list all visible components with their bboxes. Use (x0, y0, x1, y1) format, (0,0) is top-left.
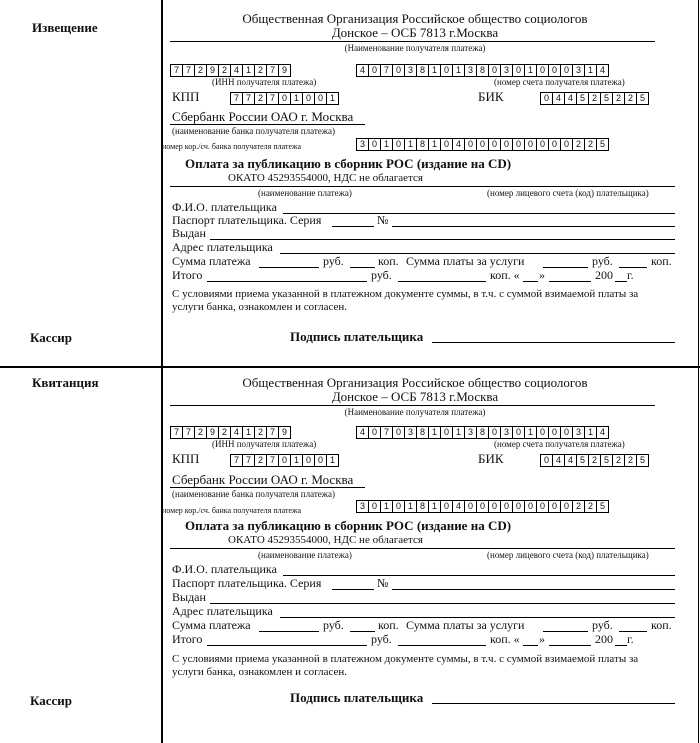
bik-label: БИК (478, 451, 504, 466)
signature-label: Подпись плательщика (290, 329, 424, 344)
total-kop-field[interactable] (398, 645, 486, 646)
total-kop-label: коп. « (490, 632, 520, 646)
corr-caption: номер кор./сч. банка получателя платежа (162, 142, 302, 151)
date-day-field[interactable] (523, 281, 538, 282)
payment-underline (170, 186, 675, 187)
passport-number-field[interactable] (392, 589, 675, 590)
receipt-label: Квитанция (32, 375, 99, 390)
fio-label: Ф.И.О. плательщика (172, 200, 277, 214)
fee-rub-field[interactable] (543, 631, 588, 632)
payment-caption: (наименование платежа) (258, 188, 352, 198)
fio-field[interactable] (283, 575, 675, 576)
section-divider (161, 366, 163, 743)
year-text: 200 (595, 632, 613, 646)
sum-rub-field[interactable] (259, 631, 319, 632)
issued-field[interactable] (210, 603, 675, 604)
quote-close: » (539, 268, 545, 282)
kop-label: коп. (378, 254, 399, 268)
kpp-boxes: 7 7 2 7 0 1 0 0 1 (230, 454, 339, 467)
terms-line2: услуги банка, ознакомлен и согласен. (172, 301, 347, 313)
sum-label: Сумма платежа (172, 618, 251, 632)
sum-rub-field[interactable] (259, 267, 319, 268)
recipient-caption: (Наименование получателя платежа) (344, 43, 486, 53)
corr-boxes: 3 0 1 0 1 8 1 0 4 0 0 0 0 0 0 0 0 0 2 2 5 (356, 500, 609, 513)
account-caption: (номер счета получателя платежа) (494, 439, 625, 449)
account-boxes: 4 0 7 0 3 8 1 0 1 3 8 0 3 0 1 0 0 0 3 1 4 (356, 426, 609, 439)
fee-kop-label: коп. (651, 618, 672, 632)
total-rub-field[interactable] (207, 645, 367, 646)
year-field[interactable] (615, 281, 627, 282)
bik-boxes: 0 4 4 5 2 5 2 2 5 (540, 454, 649, 467)
signature-label: Подпись плательщика (290, 690, 424, 705)
passport-series-field[interactable] (332, 226, 374, 227)
bank-underline (170, 487, 365, 488)
rub-label: руб. (323, 618, 344, 632)
fee-rub-label: руб. (592, 254, 613, 268)
kpp-boxes: 7 7 2 7 0 1 0 0 1 (230, 92, 339, 105)
org-name-line2: Донское – ОСБ 7813 г.Москва (331, 389, 499, 404)
issued-field[interactable] (210, 239, 675, 240)
service-fee-label: Сумма платы за услуги (406, 254, 525, 268)
quote-close: » (539, 632, 545, 646)
passport-label: Паспорт плательщика. Серия (172, 576, 322, 590)
payment-title: Оплата за публикацию в сборник РОС (издание на CD) (185, 518, 512, 533)
total-kop-label: коп. « (490, 268, 520, 282)
year-suffix: г. (627, 632, 634, 646)
sum-label: Сумма платежа (172, 254, 251, 268)
bank-name: Сбербанк России ОАО г. Москва (172, 472, 354, 487)
okato-text: ОКАТО 45293554000, НДС не облагается (228, 172, 423, 184)
fio-field[interactable] (283, 213, 675, 214)
year-field[interactable] (615, 645, 627, 646)
date-month-field[interactable] (549, 645, 591, 646)
bank-name: Сбербанк России ОАО г. Москва (172, 109, 354, 124)
service-fee-label: Сумма платы за услуги (406, 618, 525, 632)
recipient-underline (170, 405, 655, 406)
fee-rub-field[interactable] (543, 267, 588, 268)
notice-label: Извещение (32, 20, 98, 35)
payment-caption: (наименование платежа) (258, 550, 352, 560)
corr-caption: номер кор./сч. банка получателя платежа (162, 506, 302, 515)
number-sign: № (377, 576, 389, 590)
passport-series-field[interactable] (332, 589, 374, 590)
account-caption: (номер счета получателя платежа) (494, 77, 625, 87)
rub-label: руб. (323, 254, 344, 268)
number-sign: № (377, 213, 389, 227)
date-month-field[interactable] (549, 281, 591, 282)
account-code-caption: (номер лицевого счета (код) плательщика) (487, 550, 649, 560)
payment-title: Оплата за публикацию в сборник РОС (издание на CD) (185, 156, 512, 171)
payment-underline (170, 548, 675, 549)
bank-underline (170, 124, 365, 125)
terms-line1: С условиями приема указанной в платежном документе суммы, в т.ч. с суммой взимаемой платы за (172, 653, 639, 665)
cashier-label: Кассир (30, 693, 73, 708)
inn-boxes: 7 7 2 9 2 4 1 2 7 9 (170, 64, 291, 77)
total-rub-label: руб. (371, 268, 392, 282)
total-label: Итого (172, 268, 203, 282)
inn-boxes: 7 7 2 9 2 4 1 2 7 9 (170, 426, 291, 439)
cashier-label: Кассир (30, 330, 73, 345)
date-day-field[interactable] (523, 645, 538, 646)
right-border (698, 0, 699, 366)
inn-caption: (ИНН получателя платежа) (212, 77, 317, 87)
signature-field[interactable] (432, 703, 675, 704)
address-label: Адрес плательщика (172, 604, 273, 618)
total-rub-field[interactable] (207, 281, 367, 282)
recipient-caption: (Наименование получателя платежа) (344, 407, 486, 417)
org-name-line2: Донское – ОСБ 7813 г.Москва (331, 25, 499, 40)
fee-kop-label: коп. (651, 254, 672, 268)
corr-boxes: 3 0 1 0 1 8 1 0 4 0 0 0 0 0 0 0 0 0 2 2 5 (356, 138, 609, 151)
kop-label: коп. (378, 618, 399, 632)
address-label: Адрес плательщика (172, 240, 273, 254)
fio-label: Ф.И.О. плательщика (172, 562, 277, 576)
okato-text: ОКАТО 45293554000, НДС не облагается (228, 534, 423, 546)
year-text: 200 (595, 268, 613, 282)
total-rub-label: руб. (371, 632, 392, 646)
total-label: Итого (172, 632, 203, 646)
right-border (698, 366, 699, 743)
account-boxes: 4 0 7 0 3 8 1 0 1 3 8 0 3 0 1 0 0 0 3 1 4 (356, 64, 609, 77)
kpp-label: КПП (172, 89, 200, 104)
bank-caption: (наименование банка получателя платежа) (172, 126, 335, 136)
receipt-section (0, 366, 700, 743)
notice-section (0, 0, 700, 366)
total-kop-field[interactable] (398, 281, 486, 282)
terms-line2: услуги банка, ознакомлен и согласен. (172, 666, 347, 678)
org-name-line1: Общественная Организация Российское общество социологов (242, 375, 588, 390)
passport-number-field[interactable] (392, 226, 675, 227)
passport-label: Паспорт плательщика. Серия (172, 213, 322, 227)
signature-field[interactable] (432, 342, 675, 343)
bank-caption: (наименование банка получателя платежа) (172, 489, 335, 499)
recipient-underline (170, 41, 655, 42)
section-divider (161, 0, 163, 366)
account-code-caption: (номер лицевого счета (код) плательщика) (487, 188, 649, 198)
inn-caption: (ИНН получателя платежа) (212, 439, 317, 449)
bik-label: БИК (478, 89, 504, 104)
fee-rub-label: руб. (592, 618, 613, 632)
terms-line1: С условиями приема указанной в платежном документе суммы, в т.ч. с суммой взимаемой платы за (172, 288, 639, 300)
issued-label: Выдан (172, 590, 206, 604)
bik-boxes: 0 4 4 5 2 5 2 2 5 (540, 92, 649, 105)
kpp-label: КПП (172, 451, 200, 466)
issued-label: Выдан (172, 226, 206, 240)
year-suffix: г. (627, 268, 634, 282)
org-name-line1: Общественная Организация Российское общество социологов (242, 11, 588, 26)
